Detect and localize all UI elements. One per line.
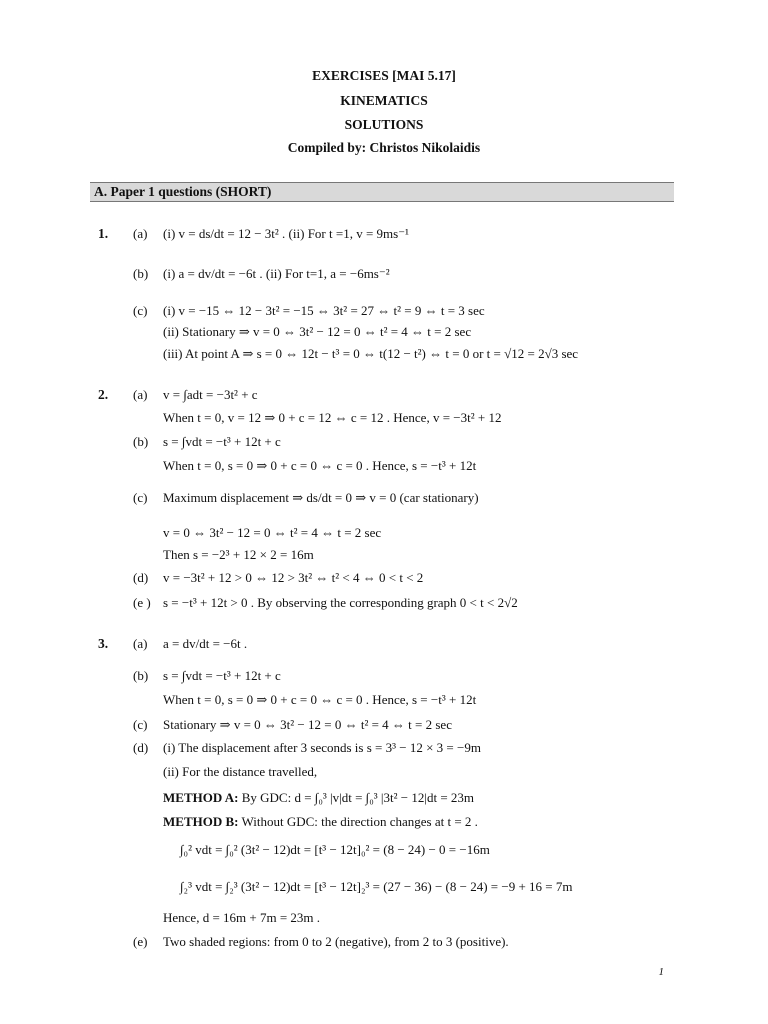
q3-hence: Hence, d = 16m + 7m = 23m . (163, 910, 321, 925)
q1-part-c-line3: (iii) At point A ⇒ s = 0 ⇔ 12t − t³ = 0 ⇔ t(12 − t²) ⇔ t = 0 or t = √12 = 2√3 sec (163, 346, 579, 361)
doc-title-line1: EXERCISES [MAI 5.17] (312, 68, 456, 83)
q2-part-d-label: (d) (133, 570, 149, 585)
q2-part-a-line1: v = ∫adt = −3t² + c (163, 387, 258, 402)
question-1-number: 1. (98, 226, 109, 241)
method-a-text: By GDC: d = ∫₀³ |v|dt = ∫₀³ |3t² − 12|dt = 23m (238, 790, 475, 805)
q2-part-d-text: v = −3t² + 12 > 0 ⇔ 12 > 3t² ⇔ t² < 4 ⇔ 0 < t < 2 (163, 570, 424, 585)
q2-part-a-line2: When t = 0, v = 12 ⇒ 0 + c = 12 ⇔ c = 12 . Hence, v = −3t² + 12 (163, 410, 502, 425)
q1-part-c-label: (c) (133, 303, 148, 318)
method-b-label: METHOD B: (163, 814, 239, 829)
q1-part-a-text: (i) v = ds/dt = 12 − 3t² . (ii) For t =1, v = 9ms⁻¹ (163, 226, 409, 241)
q1-part-c-line1: (i) v = −15 ⇔ 12 − 3t² = −15 ⇔ 3t² = 27 ⇔ t² = 9 ⇔ t = 3 sec (163, 303, 485, 318)
q3-part-e-text: Two shaded regions: from 0 to 2 (negative), from 2 to 3 (positive). (163, 934, 509, 949)
method-a-label: METHOD A: (163, 790, 239, 805)
q2-part-e-label: (e ) (133, 595, 151, 610)
q2-part-c-label: (c) (133, 490, 148, 505)
method-b-text: Without GDC: the direction changes at t = 2 . (238, 814, 478, 829)
q3-integral-0-2: ∫₀² vdt = ∫₀² (3t² − 12)dt = [t³ − 12t]₀² = (8 − 24) − 0 = −16m (180, 842, 490, 857)
q2-part-c-line2: v = 0 ⇔ 3t² − 12 = 0 ⇔ t² = 4 ⇔ t = 2 sec (163, 525, 382, 540)
doc-title-line2: KINEMATICS (340, 93, 428, 108)
section-title: A. Paper 1 questions (SHORT) (94, 184, 272, 199)
question-2-number: 2. (98, 387, 109, 402)
q2-part-e-text: s = −t³ + 12t > 0 . By observing the corresponding graph 0 < t < 2√2 (163, 595, 518, 610)
question-3-number: 3. (98, 636, 109, 651)
q1-part-c-line2: (ii) Stationary ⇒ v = 0 ⇔ 3t² − 12 = 0 ⇔ t² = 4 ⇔ t = 2 sec (163, 324, 472, 339)
q3-method-a (163, 790, 474, 806)
doc-title-line3: SOLUTIONS (344, 117, 424, 132)
q3-part-a-label: (a) (133, 636, 148, 651)
q3-part-d-label: (d) (133, 740, 149, 755)
q3-part-d-line2: (ii) For the distance travelled, (163, 764, 318, 779)
doc-author: Compiled by: Christos Nikolaidis (287, 140, 481, 155)
section-header (90, 182, 674, 202)
q1-part-a-label: (a) (133, 226, 148, 241)
q3-part-a-text: a = dv/dt = −6t . (163, 636, 248, 651)
page-number: 1 (658, 966, 664, 978)
q2-part-c-line1: Maximum displacement ⇒ ds/dt = 0 ⇒ v = 0 (car stationary) (163, 490, 479, 505)
q2-part-b-line2: When t = 0, s = 0 ⇒ 0 + c = 0 ⇔ c = 0 . Hence, s = −t³ + 12t (163, 458, 477, 473)
q3-integral-2-3: ∫₂³ vdt = ∫₂³ (3t² − 12)dt = [t³ − 12t]₂³ = (27 − 36) − (8 − 24) = −9 + 16 = 7m (180, 879, 573, 894)
q1-part-b-label: (b) (133, 266, 149, 281)
q3-method-b (163, 814, 478, 830)
q3-part-e-label: (e) (133, 934, 148, 949)
q2-part-a-label: (a) (133, 387, 148, 402)
q3-part-c-text: Stationary ⇒ v = 0 ⇔ 3t² − 12 = 0 ⇔ t² = 4 ⇔ t = 2 sec (163, 717, 452, 732)
q3-part-d-line1: (i) The displacement after 3 seconds is s = 3³ − 12 × 3 = −9m (163, 740, 481, 755)
q3-part-b-label: (b) (133, 668, 149, 683)
q2-part-b-label: (b) (133, 434, 149, 449)
q2-part-b-line1: s = ∫vdt = −t³ + 12t + c (163, 434, 281, 449)
q3-part-b-line1: s = ∫vdt = −t³ + 12t + c (163, 668, 281, 683)
q1-part-b-text: (i) a = dv/dt = −6t . (ii) For t=1, a = −6ms⁻² (163, 266, 390, 281)
q3-part-b-line2: When t = 0, s = 0 ⇒ 0 + c = 0 ⇔ c = 0 . Hence, s = −t³ + 12t (163, 692, 477, 707)
q3-part-c-label: (c) (133, 717, 148, 732)
q2-part-c-line3: Then s = −2³ + 12 × 2 = 16m (163, 547, 314, 562)
